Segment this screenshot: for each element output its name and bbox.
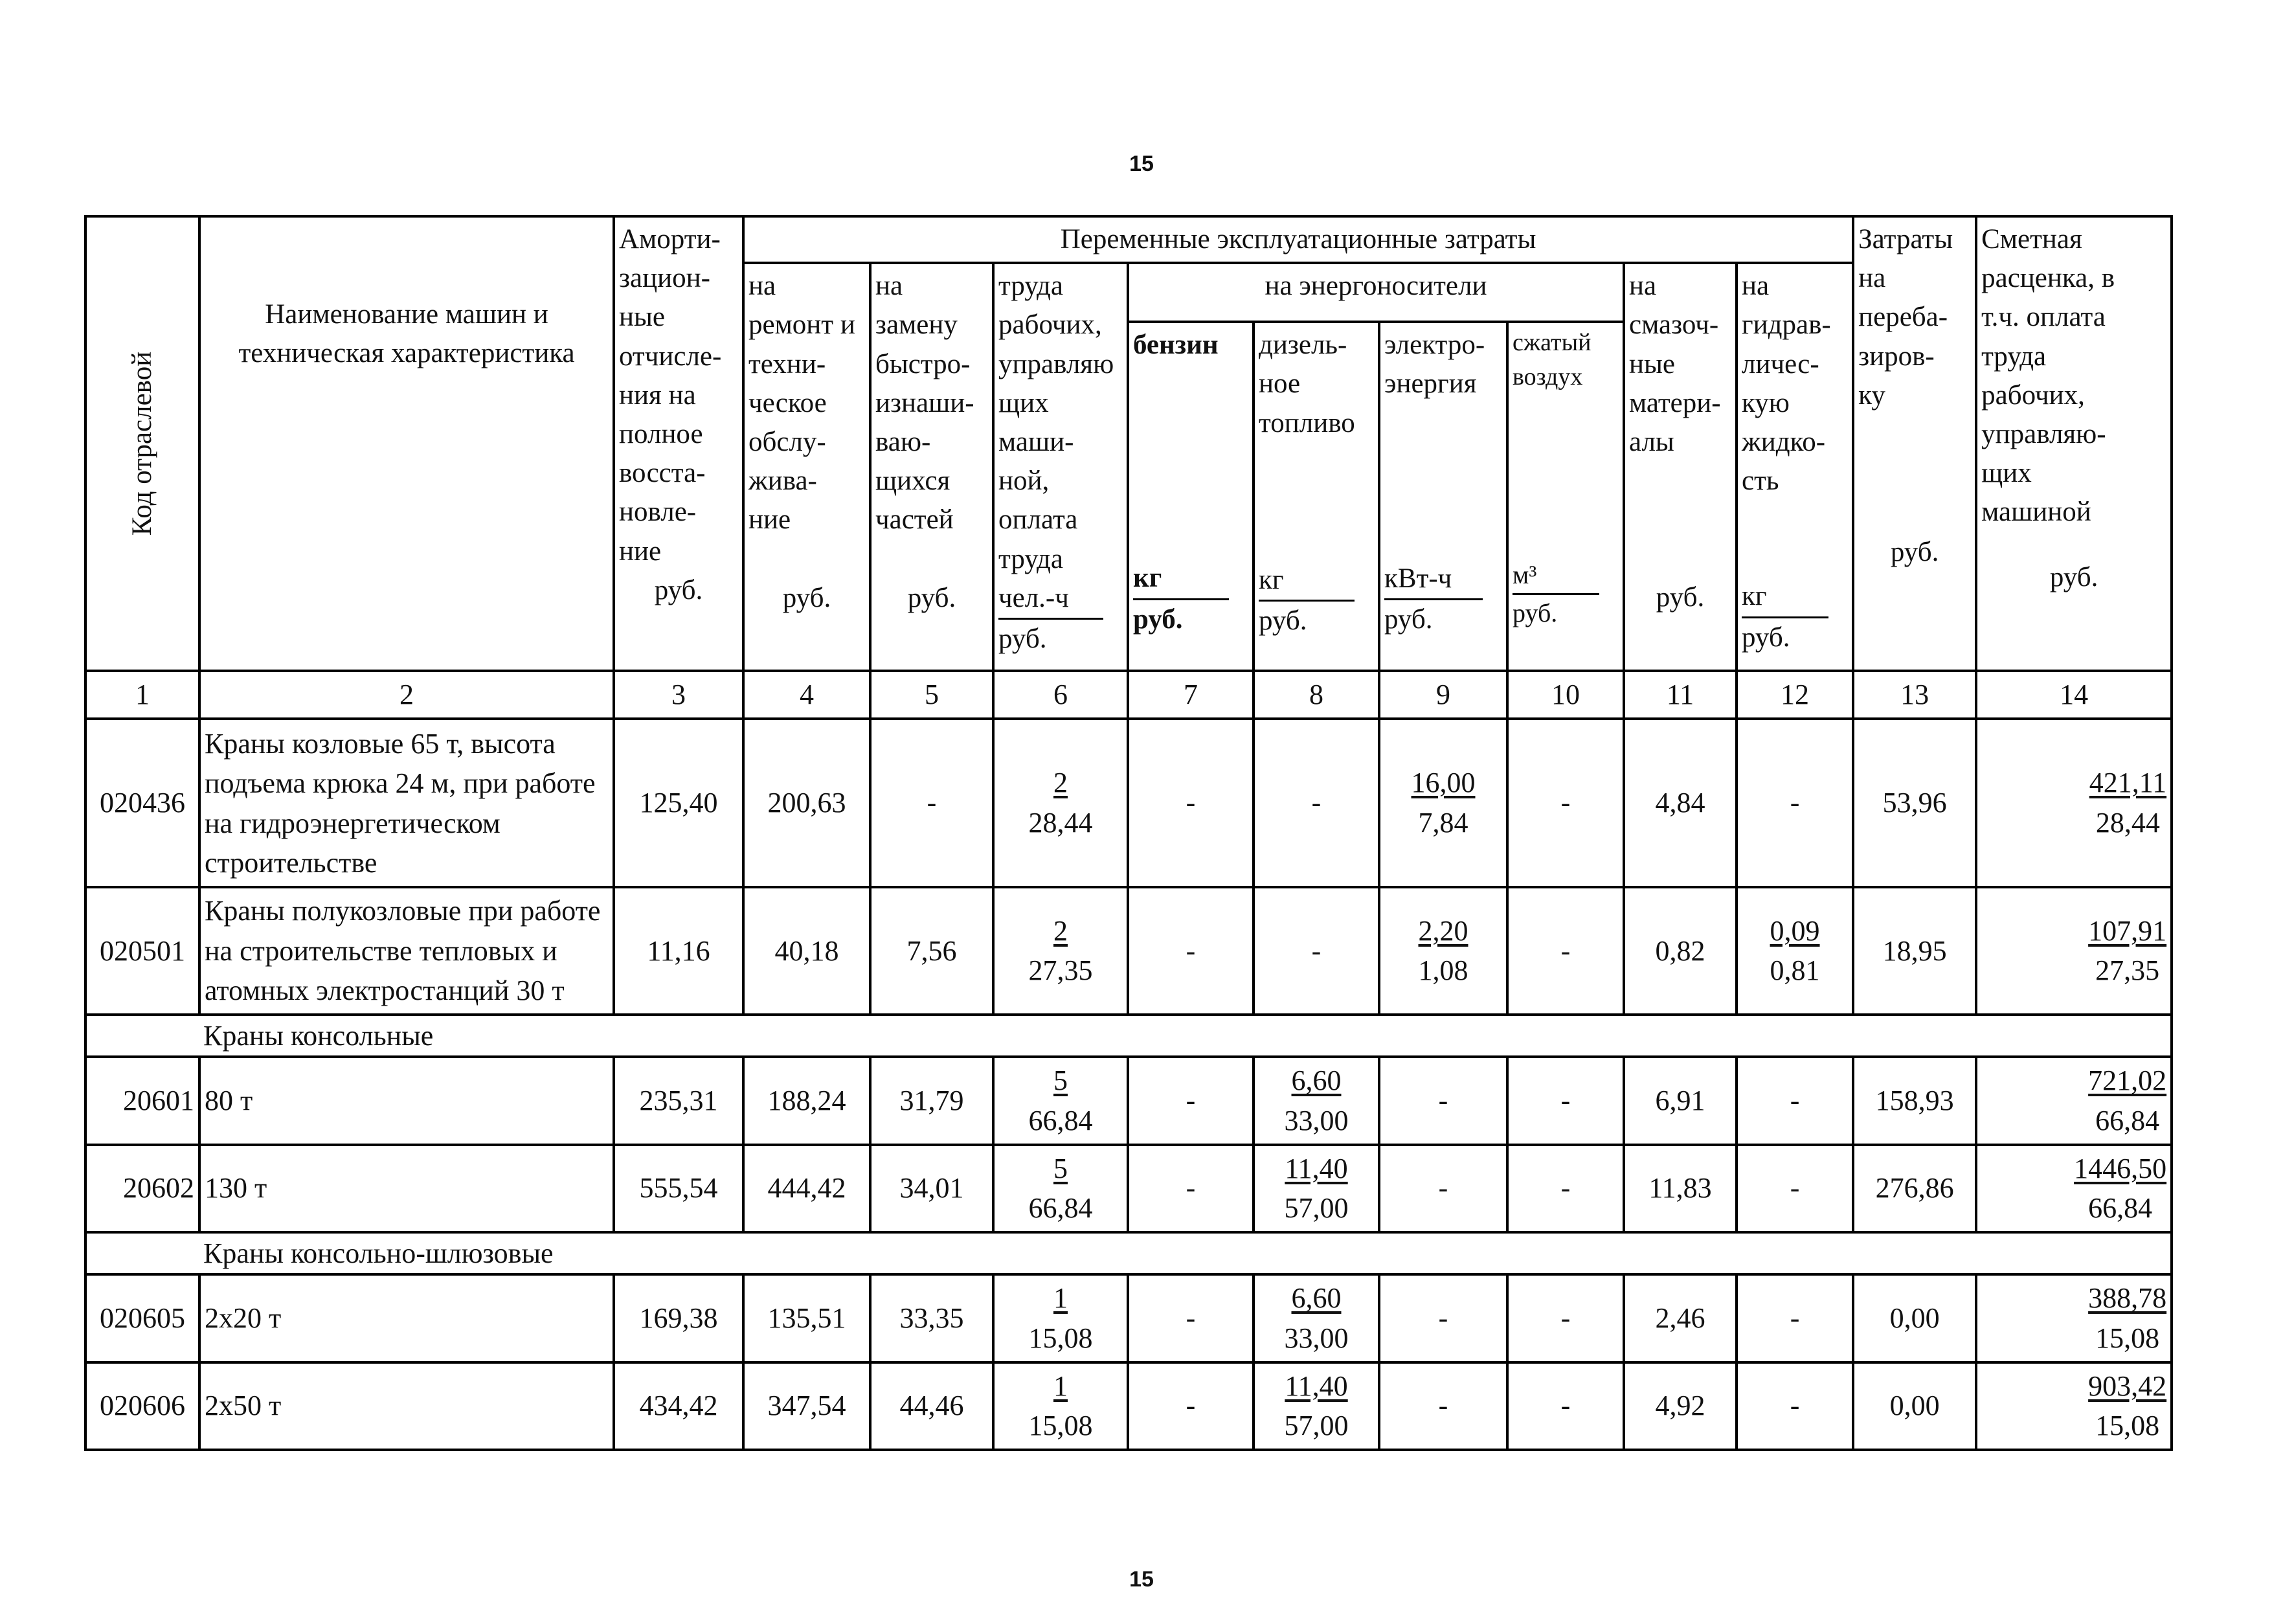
page-number-top: 15 xyxy=(1129,152,1154,176)
row-relocation: 18,95 xyxy=(1853,887,1976,1015)
estimate-header-label: Сметная расценка, в т.ч. оплата труда рабочих, управляю- щих машиной xyxy=(1981,224,2115,528)
row-amort: 555,54 xyxy=(614,1145,743,1232)
electro-qty: 16,00 xyxy=(1411,767,1476,799)
row-labor xyxy=(993,1057,1128,1144)
header-row-1 xyxy=(85,216,2172,263)
repair-header-label: на ремонт и техни- ческое обслу- жива- ние xyxy=(748,271,855,536)
row-replace: 44,46 xyxy=(870,1362,993,1450)
col-amort-header xyxy=(614,216,743,671)
estimate-labor: 66,84 xyxy=(2088,1192,2153,1224)
petrol-unit-bottom: руб. xyxy=(1133,603,1183,635)
row-relocation: 0,00 xyxy=(1853,1362,1976,1450)
labor-cost: 28,44 xyxy=(1028,806,1093,839)
row-estimate xyxy=(1976,1274,2172,1362)
col-num: 11 xyxy=(1624,671,1737,719)
row-code: 20601 xyxy=(85,1057,199,1144)
row-electro: - xyxy=(1379,1145,1507,1232)
col-num: 14 xyxy=(1976,671,2172,719)
row-estimate xyxy=(1976,1057,2172,1144)
diesel-header-label: дизель- ное топливо xyxy=(1259,330,1355,438)
col-replace-header xyxy=(870,263,993,671)
row-name: 2х50 т xyxy=(199,1362,614,1450)
row-amort: 169,38 xyxy=(614,1274,743,1362)
row-replace: 31,79 xyxy=(870,1057,993,1144)
col-air-header xyxy=(1507,322,1624,671)
row-labor xyxy=(993,1274,1128,1362)
row-labor xyxy=(993,1362,1128,1450)
row-replace: 33,35 xyxy=(870,1274,993,1362)
labor-cost: 66,84 xyxy=(1028,1104,1093,1136)
energy-header: на энергоносители xyxy=(1128,263,1624,322)
table-row xyxy=(85,719,2172,887)
row-labor xyxy=(993,719,1128,887)
col-relocation-header xyxy=(1853,216,1976,671)
row-electro: - xyxy=(1379,1057,1507,1144)
row-amort: 235,31 xyxy=(614,1057,743,1144)
col-petrol-header xyxy=(1128,322,1254,671)
row-estimate xyxy=(1976,1145,2172,1232)
lube-unit: руб. xyxy=(1656,582,1705,613)
row-repair: 188,24 xyxy=(743,1057,870,1144)
air-unit-top: м³ xyxy=(1513,557,1599,595)
col-num: 10 xyxy=(1507,671,1624,719)
hydraulic-qty: 0,09 xyxy=(1770,914,1820,947)
diesel-qty: 11,40 xyxy=(1285,1152,1348,1184)
relocation-header-label: Затраты на переба- зиров- ку xyxy=(1858,224,1953,411)
air-unit-bottom: руб. xyxy=(1513,598,1558,627)
electro-cost: 1,08 xyxy=(1418,954,1468,987)
estimate-total: 107,91 xyxy=(2088,914,2167,947)
estimate-total: 1446,50 xyxy=(2074,1152,2167,1184)
lube-header-label: на смазоч- ные матери- алы xyxy=(1629,271,1721,457)
row-lube: 0,82 xyxy=(1624,887,1737,1015)
hydraulic-unit-bottom: руб. xyxy=(1742,622,1790,653)
hydraulic-header-label: на гидрав- личес- кую жидко- сть xyxy=(1742,271,1831,497)
table-row xyxy=(85,1057,2172,1144)
row-hydraulic: - xyxy=(1737,1274,1853,1362)
row-electro: - xyxy=(1379,1274,1507,1362)
row-relocation: 276,86 xyxy=(1853,1145,1976,1232)
group-row xyxy=(85,1015,2172,1057)
labor-header-label: труда рабочих, управляю щих маши- ной, оплата труда xyxy=(998,271,1114,574)
row-name: Краны козловые 65 т, высота подъема крюка 24 м, при работе на гидроэнергетическом строительстве xyxy=(199,719,614,887)
table-row xyxy=(85,1362,2172,1450)
table-row xyxy=(85,1274,2172,1362)
row-air: - xyxy=(1507,1057,1624,1144)
air-header-label: сжатый воздух xyxy=(1513,329,1591,391)
group-title-console: Краны консольные xyxy=(199,1015,2172,1057)
code-header-label: Код отраслевой xyxy=(126,351,157,536)
labor-cost: 15,08 xyxy=(1028,1410,1093,1442)
estimate-total: 421,11 xyxy=(2089,767,2167,799)
replace-unit: руб. xyxy=(907,582,956,613)
col-num: 9 xyxy=(1379,671,1507,719)
row-air: - xyxy=(1507,1274,1624,1362)
row-relocation: 158,93 xyxy=(1853,1057,1976,1144)
diesel-cost: 33,00 xyxy=(1284,1104,1349,1136)
labor-cost: 15,08 xyxy=(1028,1322,1093,1354)
diesel-cost: 57,00 xyxy=(1284,1410,1349,1442)
petrol-unit-top: кг xyxy=(1133,559,1229,600)
col-labor-header xyxy=(993,263,1128,671)
row-replace: 34,01 xyxy=(870,1145,993,1232)
col-num: 4 xyxy=(743,671,870,719)
row-repair: 200,63 xyxy=(743,719,870,887)
page-number-bottom: 15 xyxy=(1129,1567,1154,1592)
labor-cost: 27,35 xyxy=(1028,954,1093,987)
row-name: 80 т xyxy=(199,1057,614,1144)
row-estimate xyxy=(1976,887,2172,1015)
col-num: 6 xyxy=(993,671,1128,719)
electro-header-label: электро- энергия xyxy=(1384,330,1485,400)
row-relocation: 53,96 xyxy=(1853,719,1976,887)
hydraulic-unit-top: кг xyxy=(1742,577,1828,618)
estimate-unit: руб. xyxy=(2049,561,2098,592)
row-electro: - xyxy=(1379,1362,1507,1450)
electro-unit-bottom: руб. xyxy=(1384,603,1433,635)
row-petrol: - xyxy=(1128,1145,1254,1232)
column-number-row xyxy=(85,671,2172,719)
group-code-empty xyxy=(85,1232,199,1275)
row-replace: 7,56 xyxy=(870,887,993,1015)
row-name: 2х20 т xyxy=(199,1274,614,1362)
row-hydraulic: - xyxy=(1737,719,1853,887)
row-replace: - xyxy=(870,719,993,887)
row-estimate xyxy=(1976,1362,2172,1450)
row-hydraulic: - xyxy=(1737,1057,1853,1144)
row-code: 020606 xyxy=(85,1362,199,1450)
labor-unit-top: чел.-ч xyxy=(998,579,1103,620)
row-hydraulic: - xyxy=(1737,1362,1853,1450)
variable-costs-header: Переменные эксплуатационные затраты xyxy=(743,216,1853,263)
row-hydraulic: - xyxy=(1737,1145,1853,1232)
row-labor xyxy=(993,887,1128,1015)
row-code: 20602 xyxy=(85,1145,199,1232)
group-row xyxy=(85,1232,2172,1275)
estimate-total: 388,78 xyxy=(2088,1282,2167,1314)
diesel-cost: 57,00 xyxy=(1284,1192,1349,1224)
diesel-qty: 6,60 xyxy=(1291,1065,1342,1097)
diesel-qty: 11,40 xyxy=(1285,1370,1348,1402)
labor-hours: 5 xyxy=(1053,1065,1068,1097)
diesel-qty: 6,60 xyxy=(1291,1282,1342,1314)
col-electro-header xyxy=(1379,322,1507,671)
row-repair: 40,18 xyxy=(743,887,870,1015)
row-petrol: - xyxy=(1128,1362,1254,1450)
diesel-unit-bottom: руб. xyxy=(1259,605,1307,636)
row-hydraulic xyxy=(1737,887,1853,1015)
col-num: 2 xyxy=(199,671,614,719)
estimate-labor: 27,35 xyxy=(2095,954,2160,987)
row-amort: 125,40 xyxy=(614,719,743,887)
estimate-labor: 66,84 xyxy=(2095,1104,2160,1136)
row-petrol: - xyxy=(1128,887,1254,1015)
labor-unit-bottom: руб. xyxy=(998,623,1047,654)
amort-header-label: Аморти- зацион- ные отчисле- ния на полное восста- новле- ние xyxy=(619,224,722,567)
row-air: - xyxy=(1507,1362,1624,1450)
estimate-labor: 28,44 xyxy=(2095,806,2160,839)
row-repair: 135,51 xyxy=(743,1274,870,1362)
row-diesel xyxy=(1254,1362,1379,1450)
row-repair: 347,54 xyxy=(743,1362,870,1450)
row-petrol: - xyxy=(1128,1057,1254,1144)
row-diesel xyxy=(1254,1057,1379,1144)
col-name-header: Наименование машин и техническая характеристика xyxy=(199,216,614,671)
row-name: Краны полукозловые при работе на строительстве тепловых и атомных электростанций 30 т xyxy=(199,887,614,1015)
row-diesel xyxy=(1254,1145,1379,1232)
col-num: 1 xyxy=(85,671,199,719)
row-labor xyxy=(993,1145,1128,1232)
row-lube: 4,84 xyxy=(1624,719,1737,887)
table-row xyxy=(85,1145,2172,1232)
diesel-unit-top: кг xyxy=(1259,561,1355,602)
machine-rates-table xyxy=(84,215,2173,1451)
row-estimate xyxy=(1976,719,2172,887)
row-air: - xyxy=(1507,719,1624,887)
col-num: 7 xyxy=(1128,671,1254,719)
group-title-console-lock: Краны консольно-шлюзовые xyxy=(199,1232,2172,1275)
col-num: 8 xyxy=(1254,671,1379,719)
row-diesel xyxy=(1254,1274,1379,1362)
electro-cost: 7,84 xyxy=(1418,806,1468,839)
labor-hours: 2 xyxy=(1053,767,1068,799)
col-repair-header xyxy=(743,263,870,671)
row-code: 020436 xyxy=(85,719,199,887)
estimate-labor: 15,08 xyxy=(2095,1322,2160,1354)
row-air: - xyxy=(1507,1145,1624,1232)
table-row xyxy=(85,887,2172,1015)
hydraulic-cost: 0,81 xyxy=(1770,954,1820,987)
col-num: 5 xyxy=(870,671,993,719)
relocation-unit: руб. xyxy=(1890,536,1939,567)
row-amort: 11,16 xyxy=(614,887,743,1015)
electro-unit-top: кВт-ч xyxy=(1384,559,1483,600)
amort-unit: руб. xyxy=(654,574,703,605)
repair-unit: руб. xyxy=(782,582,831,613)
col-lube-header xyxy=(1624,263,1737,671)
col-num: 13 xyxy=(1853,671,1976,719)
row-lube: 11,83 xyxy=(1624,1145,1737,1232)
group-code-empty xyxy=(85,1015,199,1057)
electro-qty: 2,20 xyxy=(1418,914,1468,947)
estimate-labor: 15,08 xyxy=(2095,1410,2160,1442)
col-estimate-header xyxy=(1976,216,2172,671)
row-relocation: 0,00 xyxy=(1853,1274,1976,1362)
labor-cost: 66,84 xyxy=(1028,1192,1093,1224)
replace-header-label: на замену быстро- изнаши- ваю- щихся частей xyxy=(875,271,974,536)
row-lube: 4,92 xyxy=(1624,1362,1737,1450)
labor-hours: 1 xyxy=(1053,1282,1068,1314)
row-lube: 2,46 xyxy=(1624,1274,1737,1362)
petrol-header-label: бензин xyxy=(1133,330,1219,361)
estimate-total: 903,42 xyxy=(2088,1370,2167,1402)
row-name: 130 т xyxy=(199,1145,614,1232)
row-petrol: - xyxy=(1128,1274,1254,1362)
col-num: 12 xyxy=(1737,671,1853,719)
diesel-cost: 33,00 xyxy=(1284,1322,1349,1354)
estimate-total: 721,02 xyxy=(2088,1065,2167,1097)
row-diesel: - xyxy=(1254,887,1379,1015)
row-lube: 6,91 xyxy=(1624,1057,1737,1144)
row-petrol: - xyxy=(1128,719,1254,887)
col-num: 3 xyxy=(614,671,743,719)
row-air: - xyxy=(1507,887,1624,1015)
col-hydraulic-header xyxy=(1737,263,1853,671)
col-code-header xyxy=(85,216,199,671)
row-amort: 434,42 xyxy=(614,1362,743,1450)
row-diesel: - xyxy=(1254,719,1379,887)
row-electro xyxy=(1379,887,1507,1015)
labor-hours: 1 xyxy=(1053,1370,1068,1402)
row-repair: 444,42 xyxy=(743,1145,870,1232)
row-code: 020605 xyxy=(85,1274,199,1362)
col-diesel-header xyxy=(1254,322,1379,671)
row-electro xyxy=(1379,719,1507,887)
labor-hours: 5 xyxy=(1053,1152,1068,1184)
row-code: 020501 xyxy=(85,887,199,1015)
labor-hours: 2 xyxy=(1053,914,1068,947)
